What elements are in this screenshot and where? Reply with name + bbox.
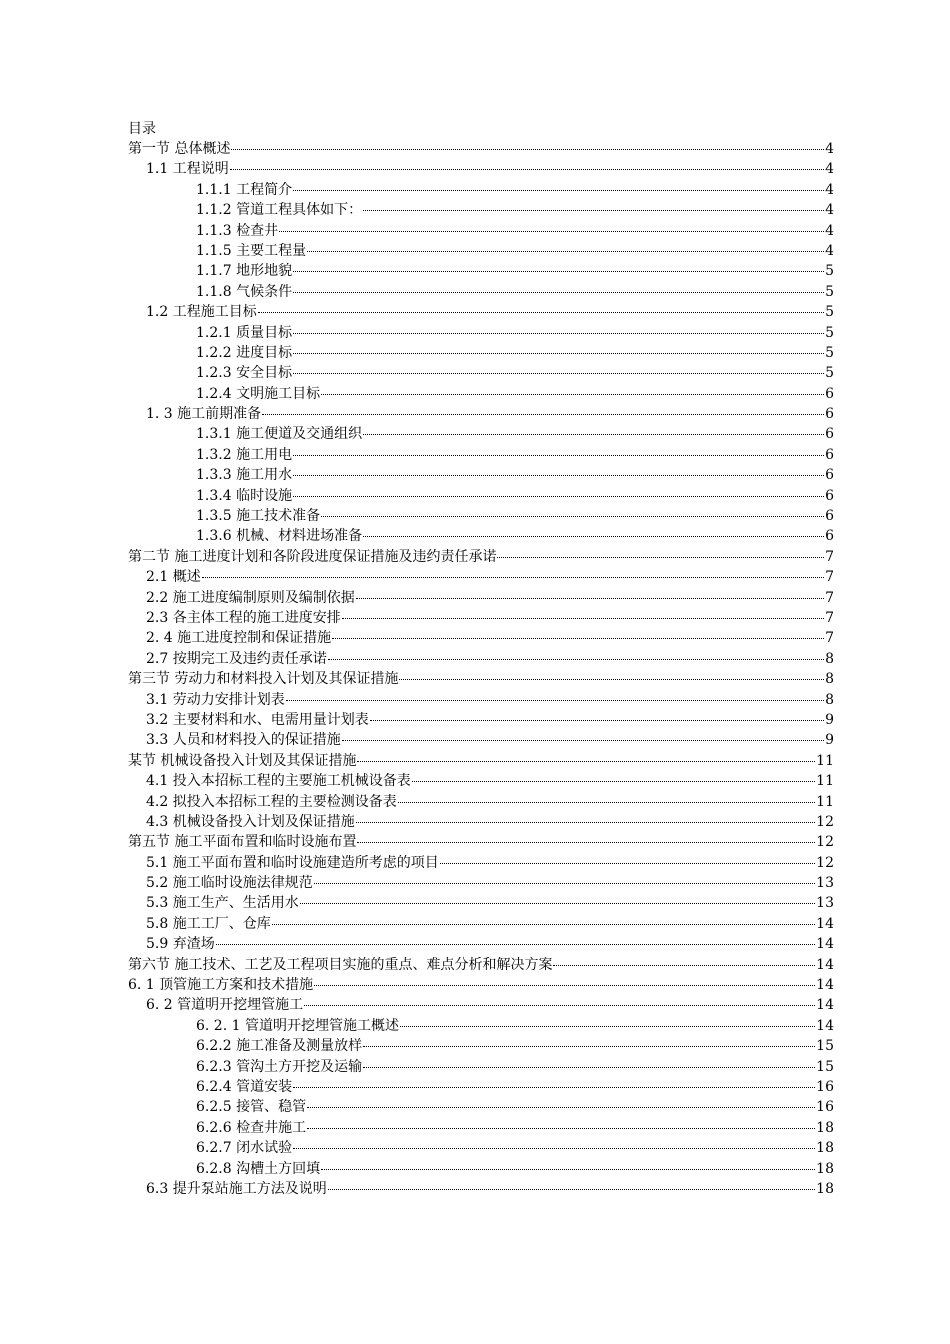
dot-leader <box>370 720 824 721</box>
dot-leader <box>286 700 824 701</box>
dot-leader <box>293 475 824 476</box>
toc-entry-page-number: 16 <box>816 1078 834 1095</box>
toc-entry[interactable] <box>128 710 834 730</box>
toc-entry[interactable] <box>128 669 834 689</box>
toc-entry[interactable] <box>128 1118 834 1138</box>
toc-entry-text: 3.3 人员和材料投入的保证措施 <box>146 732 341 749</box>
toc-entry-text: 1.3.5 施工技术准备 <box>196 508 321 525</box>
table-of-contents <box>128 139 834 1199</box>
dot-leader <box>293 1148 815 1149</box>
toc-entry-text: 6. 2 管道明开挖埋管施工 <box>146 997 304 1014</box>
toc-entry-page-number: 6 <box>825 385 834 402</box>
toc-entry-text: 第三节 劳动力和材料投入计划及其保证措施 <box>128 671 399 688</box>
toc-entry[interactable] <box>128 792 834 812</box>
toc-entry[interactable] <box>128 690 834 710</box>
dot-leader <box>293 292 824 293</box>
toc-entry-text: 1.2.3 安全目标 <box>196 365 293 382</box>
toc-entry[interactable] <box>128 649 834 669</box>
toc-entry-text: 1. 3 施工前期准备 <box>146 406 262 423</box>
toc-entry-page-number: 6 <box>825 446 834 463</box>
dot-leader <box>272 924 815 925</box>
toc-entry[interactable] <box>128 261 834 281</box>
dot-leader <box>279 231 824 232</box>
toc-entry[interactable] <box>128 465 834 485</box>
dot-leader <box>363 1067 815 1068</box>
dot-leader <box>293 190 824 191</box>
dot-leader <box>363 210 824 211</box>
toc-entry-page-number: 18 <box>816 1180 834 1197</box>
toc-entry-page-number: 14 <box>816 915 834 932</box>
toc-entry-text: 6. 1 顶管施工方案和技术措施 <box>128 977 314 994</box>
toc-entry[interactable] <box>128 159 834 179</box>
toc-entry-text: 5.9 弃渣场 <box>146 936 215 953</box>
toc-entry-text: 某节 机械设备投入计划及其保证措施 <box>128 752 357 769</box>
toc-entry[interactable] <box>128 241 834 261</box>
dot-leader <box>293 1087 815 1088</box>
toc-entry-page-number: 4 <box>825 141 834 157</box>
dot-leader <box>342 618 824 619</box>
toc-entry[interactable] <box>128 1179 834 1199</box>
dot-leader <box>307 1128 815 1129</box>
toc-entry[interactable] <box>128 1159 834 1179</box>
dot-leader <box>202 577 824 578</box>
toc-entry[interactable] <box>128 832 834 852</box>
toc-entry[interactable] <box>128 547 834 567</box>
dot-leader <box>357 761 815 762</box>
toc-entry[interactable] <box>128 1097 834 1117</box>
toc-entry[interactable] <box>128 893 834 913</box>
toc-entry-text: 3.2 主要材料和水、电需用量计划表 <box>146 711 369 728</box>
toc-entry-page-number: 4 <box>825 181 834 198</box>
toc-entry[interactable] <box>128 526 834 546</box>
toc-entry[interactable] <box>128 302 834 322</box>
toc-entry-page-number: 4 <box>825 202 834 219</box>
toc-entry[interactable] <box>128 323 834 343</box>
dot-leader <box>332 638 824 639</box>
toc-entry[interactable] <box>128 995 834 1015</box>
toc-entry-page-number: 11 <box>816 752 834 769</box>
toc-entry[interactable] <box>128 975 834 995</box>
dot-leader <box>293 496 824 497</box>
dot-leader <box>363 434 824 435</box>
toc-entry-page-number: 15 <box>816 1058 834 1075</box>
toc-entry-page-number: 11 <box>816 773 834 790</box>
toc-entry-text: 6.2.6 检查井施工 <box>196 1119 307 1136</box>
dot-leader <box>497 557 824 558</box>
toc-entry-text: 5.8 施工工厂、仓库 <box>146 915 271 932</box>
dot-leader <box>399 679 824 680</box>
dot-leader <box>230 169 824 170</box>
dot-leader <box>398 802 815 803</box>
toc-entry[interactable] <box>128 384 834 404</box>
dot-leader <box>307 1107 815 1108</box>
dot-leader <box>356 598 824 599</box>
toc-entry-page-number: 6 <box>825 467 834 484</box>
toc-entry-page-number: 14 <box>816 936 834 953</box>
toc-entry-text: 4.3 机械设备投入计划及保证措施 <box>146 813 355 830</box>
dot-leader <box>328 659 824 660</box>
dot-leader <box>356 822 815 823</box>
toc-entry-page-number: 5 <box>825 344 834 361</box>
toc-entry-text: 1.3.3 施工用水 <box>196 467 293 484</box>
toc-entry-text: 第六节 施工技术、工艺及工程项目实施的重点、难点分析和解决方案 <box>128 956 553 973</box>
toc-entry[interactable] <box>128 955 834 975</box>
toc-entry-page-number: 5 <box>825 263 834 280</box>
toc-entry-text: 1.1.8 气候条件 <box>196 283 293 300</box>
toc-entry[interactable] <box>128 914 834 934</box>
toc-entry[interactable] <box>128 506 834 526</box>
toc-entry-text: 2. 4 施工进度控制和保证措施 <box>146 630 332 647</box>
toc-entry-page-number: 8 <box>825 650 834 667</box>
toc-entry[interactable] <box>128 1057 834 1077</box>
toc-entry-page-number: 18 <box>816 1160 834 1177</box>
toc-entry-text: 6.2.3 管沟土方开挖及运输 <box>196 1058 363 1075</box>
toc-entry-text: 6. 2. 1 管道明开挖埋管施工概述 <box>196 1017 399 1034</box>
toc-entry[interactable] <box>128 812 834 832</box>
toc-entry-page-number: 15 <box>816 1038 834 1055</box>
dot-leader <box>314 985 815 986</box>
toc-entry-page-number: 4 <box>825 242 834 259</box>
toc-entry-text: 1.3.4 临时设施 <box>196 487 293 504</box>
dot-leader <box>400 1026 815 1027</box>
toc-entry-page-number: 16 <box>816 1099 834 1116</box>
toc-entry-page-number: 12 <box>816 854 834 871</box>
dot-leader <box>293 333 824 334</box>
dot-leader <box>321 516 824 517</box>
toc-entry-page-number: 7 <box>825 630 834 647</box>
dot-leader <box>293 353 824 354</box>
toc-title: 目录 <box>128 121 156 137</box>
toc-entry-text: 4.1 投入本招标工程的主要施工机械设备表 <box>146 773 411 790</box>
toc-entry-text: 1.1.3 检查井 <box>196 222 279 239</box>
toc-entry-text: 1.2.2 进度目标 <box>196 344 293 361</box>
toc-entry-page-number: 7 <box>825 548 834 565</box>
dot-leader <box>293 271 824 272</box>
toc-entry-page-number: 6 <box>825 487 834 504</box>
dot-leader <box>293 373 824 374</box>
toc-entry[interactable] <box>128 608 834 628</box>
toc-entry-text: 6.2.8 沟槽土方回填 <box>196 1160 321 1177</box>
toc-entry-text: 第五节 施工平面布置和临时设施布置 <box>128 834 357 851</box>
dot-leader <box>314 883 815 884</box>
toc-entry-page-number: 7 <box>825 609 834 626</box>
toc-entry-text: 6.2.7 闭水试验 <box>196 1140 293 1157</box>
toc-entry-text: 1.1.7 地形地貌 <box>196 263 293 280</box>
toc-entry-text: 6.2.2 施工准备及测量放样 <box>196 1038 363 1055</box>
toc-entry[interactable] <box>128 363 834 383</box>
toc-entry[interactable] <box>128 567 834 587</box>
toc-entry-page-number: 7 <box>825 569 834 586</box>
dot-leader <box>440 863 815 864</box>
toc-entry-page-number: 9 <box>825 711 834 728</box>
toc-entry[interactable] <box>128 628 834 648</box>
dot-leader <box>357 842 815 843</box>
dot-leader <box>258 312 824 313</box>
toc-entry[interactable] <box>128 873 834 893</box>
toc-entry-text: 2.2 施工进度编制原则及编制依据 <box>146 589 355 606</box>
toc-entry-page-number: 8 <box>825 671 834 688</box>
toc-entry-text: 2.7 按期完工及违约责任承诺 <box>146 650 327 667</box>
toc-entry-page-number: 13 <box>816 875 834 892</box>
toc-entry-page-number: 6 <box>825 406 834 423</box>
toc-entry[interactable] <box>128 853 834 873</box>
toc-entry-text: 1.2 工程施工目标 <box>146 304 257 321</box>
dot-leader <box>328 1189 815 1190</box>
toc-entry[interactable] <box>128 424 834 444</box>
dot-leader <box>231 149 824 150</box>
toc-entry-page-number: 12 <box>816 813 834 830</box>
toc-entry[interactable] <box>128 771 834 791</box>
dot-leader <box>304 1005 815 1006</box>
toc-entry-text: 第二节 施工进度计划和各阶段进度保证措施及违约责任承诺 <box>128 548 497 565</box>
toc-entry-page-number: 4 <box>825 161 834 178</box>
dot-leader <box>342 740 824 741</box>
dot-leader <box>216 944 815 945</box>
toc-entry-page-number: 5 <box>825 283 834 300</box>
toc-entry[interactable] <box>128 343 834 363</box>
dot-leader <box>363 536 824 537</box>
toc-entry[interactable] <box>128 282 834 302</box>
toc-entry-text: 2.1 概述 <box>146 569 201 586</box>
toc-entry[interactable] <box>128 200 834 220</box>
toc-entry-text: 1.1.2 管道工程具体如下： <box>196 202 363 219</box>
toc-entry-text: 1.3.1 施工便道及交通组织 <box>196 426 363 443</box>
toc-entry-text: 1.2.4 文明施工目标 <box>196 385 321 402</box>
toc-entry-text: 5.3 施工生产、生活用水 <box>146 895 299 912</box>
toc-entry-text: 1.3.6 机械、材料进场准备 <box>196 528 363 545</box>
toc-entry-page-number: 7 <box>825 589 834 606</box>
toc-entry-page-number: 6 <box>825 528 834 545</box>
toc-entry[interactable] <box>128 139 834 159</box>
toc-entry-text: 1.1.1 工程简介 <box>196 181 293 198</box>
toc-entry-page-number: 9 <box>825 732 834 749</box>
toc-entry-text: 1.1 工程说明 <box>146 161 229 178</box>
toc-entry-page-number: 5 <box>825 365 834 382</box>
toc-entry-text: 5.1 施工平面布置和临时设施建造所考虑的项目 <box>146 854 439 871</box>
toc-entry-page-number: 5 <box>825 304 834 321</box>
toc-entry-page-number: 6 <box>825 426 834 443</box>
toc-entry-page-number: 18 <box>816 1119 834 1136</box>
dot-leader <box>262 414 824 415</box>
toc-entry-text: 2.3 各主体工程的施工进度安排 <box>146 609 341 626</box>
toc-entry-page-number: 11 <box>816 793 834 810</box>
toc-entry[interactable] <box>128 1016 834 1036</box>
toc-entry[interactable] <box>128 730 834 750</box>
toc-entry[interactable] <box>128 934 834 954</box>
toc-entry-page-number: 5 <box>825 324 834 341</box>
toc-entry[interactable] <box>128 486 834 506</box>
toc-entry-page-number: 18 <box>816 1140 834 1157</box>
dot-leader <box>307 251 824 252</box>
dot-leader <box>321 1169 815 1170</box>
toc-entry-text: 1.3.2 施工用电 <box>196 446 293 463</box>
dot-leader <box>293 455 824 456</box>
toc-entry-text: 6.3 提升泵站施工方法及说明 <box>146 1180 327 1197</box>
toc-entry[interactable] <box>128 445 834 465</box>
toc-entry[interactable] <box>128 180 834 200</box>
toc-entry-page-number: 14 <box>816 997 834 1014</box>
toc-entry-page-number: 14 <box>816 956 834 973</box>
toc-entry-text: 5.2 施工临时设施法律规范 <box>146 875 313 892</box>
toc-entry-text: 6.2.4 管道安装 <box>196 1078 293 1095</box>
toc-entry-text: 6.2.5 接管、稳管 <box>196 1099 307 1116</box>
toc-entry[interactable] <box>128 751 834 771</box>
toc-entry[interactable] <box>128 1138 834 1158</box>
toc-entry-page-number: 14 <box>816 977 834 994</box>
toc-entry-page-number: 12 <box>816 834 834 851</box>
toc-entry-text: 第一节 总体概述 <box>128 141 231 157</box>
toc-entry-page-number: 13 <box>816 895 834 912</box>
toc-entry-text: 4.2 拟投入本招标工程的主要检测设备表 <box>146 793 397 810</box>
toc-entry-text: 1.1.5 主要工程量 <box>196 242 307 259</box>
toc-entry[interactable] <box>128 588 834 608</box>
toc-entry[interactable] <box>128 221 834 241</box>
toc-entry-page-number: 6 <box>825 508 834 525</box>
toc-entry[interactable] <box>128 1077 834 1097</box>
dot-leader <box>412 781 815 782</box>
toc-entry[interactable] <box>128 1036 834 1056</box>
dot-leader <box>300 903 815 904</box>
dot-leader <box>363 1046 815 1047</box>
toc-entry-text: 3.1 劳动力安排计划表 <box>146 691 285 708</box>
toc-entry[interactable] <box>128 404 834 424</box>
toc-entry-text: 1.2.1 质量目标 <box>196 324 293 341</box>
dot-leader <box>321 394 824 395</box>
toc-entry-page-number: 8 <box>825 691 834 708</box>
toc-entry-page-number: 14 <box>816 1017 834 1034</box>
toc-entry-page-number: 4 <box>825 222 834 239</box>
dot-leader <box>553 965 815 966</box>
